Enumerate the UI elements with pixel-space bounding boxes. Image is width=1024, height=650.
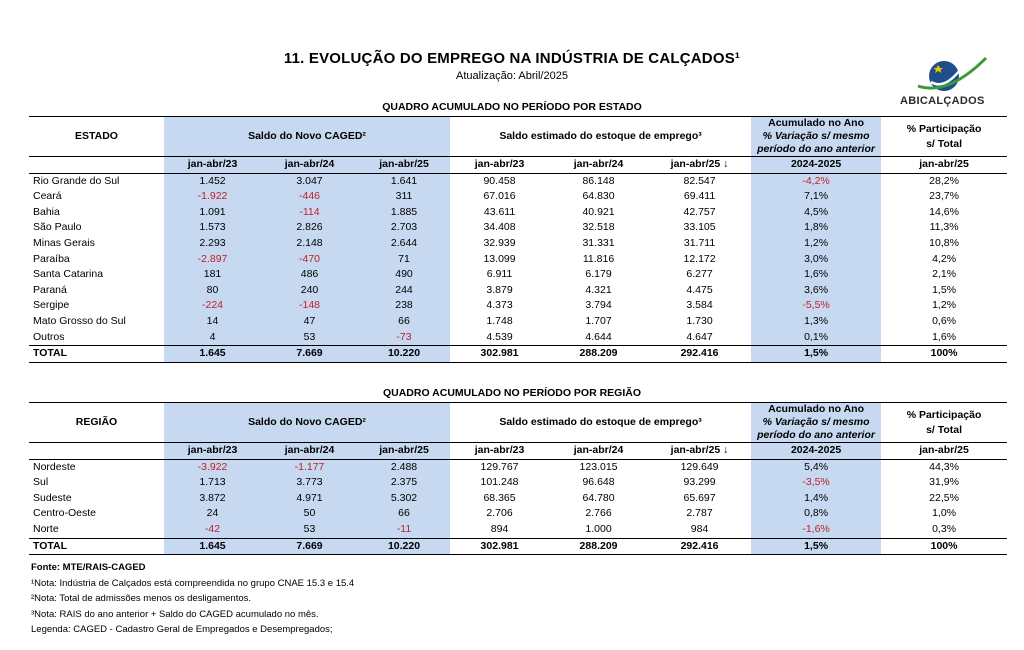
part-header: [881, 117, 1007, 157]
period-subheader: jan-abr/24: [549, 443, 648, 460]
total-value: 302.981: [450, 346, 549, 363]
cell-value: 0,8%: [751, 506, 881, 522]
period-subheader: jan-abr/23: [450, 157, 549, 174]
cell-value: -1.922: [164, 189, 261, 205]
footnote-3: ³Nota: RAIS do ano anterior + Saldo do CAGED acumulado no mês.: [31, 608, 319, 620]
cell-value: -1.177: [261, 459, 358, 475]
region-section-title: QUADRO ACUMULADO NO PERÍODO POR REGIÃO: [382, 387, 642, 399]
cell-value: 1,6%: [932, 330, 957, 343]
cell-value: -1,6%: [751, 522, 881, 538]
row-label: Ceará: [33, 190, 62, 203]
cell-value: 3.773: [261, 475, 358, 491]
cell-value: -4,2%: [751, 173, 881, 189]
cell-value: 1.091: [164, 205, 261, 221]
row-label: Norte: [33, 522, 59, 535]
cell-value: 244: [358, 283, 450, 299]
total-value: 302.981: [450, 538, 549, 555]
row-label: Centro-Oeste: [33, 507, 97, 520]
part-header-line1: % Participação: [906, 408, 982, 421]
total-value: 1.645: [164, 346, 261, 363]
table-row: [29, 522, 1007, 538]
cell-value: 31,9%: [929, 476, 959, 489]
table-row: [29, 283, 1007, 299]
table-row: [29, 236, 1007, 252]
table-row: [29, 267, 1007, 283]
cell-value: 2,1%: [932, 268, 957, 281]
cell-value: 71: [358, 252, 450, 268]
row-label: Sul: [33, 476, 49, 489]
cell-value: 4: [164, 330, 261, 346]
row-label-header: ESTADO: [29, 117, 164, 157]
cell-value: 486: [261, 267, 358, 283]
period-subheader: jan-abr/25: [881, 443, 1007, 460]
cell-value: 11.816: [582, 252, 615, 265]
cell-value: 4,5%: [751, 205, 881, 221]
total-value: 1.645: [164, 538, 261, 555]
row-label: Rio Grande do Sul: [33, 174, 120, 187]
cell-value: 4.475: [686, 283, 713, 296]
subheader-blank: [29, 157, 164, 174]
period-subheader: jan-abr/25 ↓: [648, 157, 751, 174]
cell-value: 3.047: [261, 173, 358, 189]
state-subheader-row: [29, 157, 1007, 174]
total-value: 1,5%: [751, 538, 881, 555]
cell-value: 0,3%: [932, 522, 957, 535]
cell-value: -224: [164, 298, 261, 314]
table-row: [29, 220, 1007, 236]
row-label: Paraíba: [33, 252, 70, 265]
cell-value: 32.518: [582, 221, 615, 234]
cell-value: 40.921: [582, 205, 615, 218]
part-header-line2: s/ Total: [926, 423, 963, 436]
row-label: Bahia: [33, 205, 60, 218]
cell-value: 2.706: [486, 507, 513, 520]
cell-value: 86.148: [582, 174, 615, 187]
cell-value: 53: [261, 522, 358, 538]
total-value: 7.669: [261, 538, 358, 555]
period-subheader: jan-abr/25: [358, 157, 450, 174]
cell-value: 50: [261, 506, 358, 522]
cell-value: 90.458: [483, 174, 516, 187]
table-row: [29, 252, 1007, 268]
cell-value: -470: [261, 252, 358, 268]
region-table: [29, 402, 1007, 555]
cell-value: 1.885: [358, 205, 450, 221]
cell-value: 31.331: [582, 236, 615, 249]
cell-value: 129.767: [480, 460, 519, 473]
row-label: Santa Catarina: [33, 268, 104, 281]
total-value: 100%: [881, 346, 1007, 363]
period-subheader: jan-abr/23: [450, 443, 549, 460]
cell-value: 894: [490, 522, 509, 535]
cell-value: 1.748: [486, 314, 513, 327]
cell-value: 129.649: [680, 460, 719, 473]
cell-value: 64.780: [582, 491, 615, 504]
cell-value: 1.713: [164, 475, 261, 491]
cell-value: 0,6%: [932, 314, 957, 327]
total-value: 292.416: [648, 538, 751, 555]
cell-value: 490: [358, 267, 450, 283]
cell-value: 4.971: [261, 491, 358, 507]
cell-value: 4.644: [585, 330, 612, 343]
state-section-title: QUADRO ACUMULADO NO PERÍODO POR ESTADO: [382, 101, 642, 113]
logo-text: ABICALÇADOS: [900, 95, 985, 107]
cell-value: 1,0%: [932, 507, 957, 520]
cell-value: 2.644: [358, 236, 450, 252]
cell-value: 67.016: [483, 190, 516, 203]
caged-header: Saldo do Novo CAGED²: [164, 403, 450, 443]
period-subheader: jan-abr/24: [261, 443, 358, 460]
cell-value: 101.248: [480, 476, 519, 489]
table-row: [29, 189, 1007, 205]
cell-value: 66: [358, 506, 450, 522]
cell-value: 2.148: [261, 236, 358, 252]
cell-value: 4,2%: [932, 252, 957, 265]
cell-value: 3,0%: [751, 252, 881, 268]
cell-value: 96.648: [582, 476, 615, 489]
total-value: 288.209: [549, 346, 648, 363]
total-value: 288.209: [549, 538, 648, 555]
period-subheader: jan-abr/25 ↓: [648, 443, 751, 460]
cell-value: 65.697: [683, 491, 716, 504]
cell-value: 42.757: [683, 205, 716, 218]
stock-header: Saldo estimado do estoque de emprego³: [450, 403, 751, 443]
cell-value: 0,1%: [751, 330, 881, 346]
table-row: [29, 506, 1007, 522]
cell-value: 2.293: [164, 236, 261, 252]
footnotes: [31, 560, 354, 638]
region-subheader-row: [29, 443, 1007, 460]
cell-value: 12.172: [683, 252, 716, 265]
caged-header: Saldo do Novo CAGED²: [164, 117, 450, 157]
row-label: Mato Grosso do Sul: [33, 314, 126, 327]
period-subheader: jan-abr/23: [164, 157, 261, 174]
acum-header-line2: % Variação s/ mesmo: [751, 416, 881, 429]
cell-value: 1,4%: [751, 491, 881, 507]
cell-value: 1,8%: [751, 220, 881, 236]
cell-value: 123.015: [579, 460, 618, 473]
total-value: 1,5%: [751, 346, 881, 363]
total-value: 10.220: [358, 346, 450, 363]
part-header-line1: % Participação: [906, 122, 982, 135]
cell-value: 4.373: [486, 299, 513, 312]
row-label: São Paulo: [33, 221, 82, 234]
cell-value: 47: [261, 314, 358, 330]
cell-value: -3,5%: [751, 475, 881, 491]
cell-value: 33.105: [683, 221, 716, 234]
page-title: 11. EVOLUÇÃO DO EMPREGO NA INDÚSTRIA DE CALÇADOS¹: [283, 50, 741, 67]
cell-value: -5,5%: [751, 298, 881, 314]
cell-value: -11: [358, 522, 450, 538]
cell-value: 32.939: [483, 236, 516, 249]
cell-value: 22,5%: [929, 491, 959, 504]
row-label: Nordeste: [33, 460, 76, 473]
cell-value: 1.730: [686, 314, 713, 327]
acum-header-line3: período do ano anterior: [751, 429, 881, 443]
cell-value: 24: [164, 506, 261, 522]
cell-value: 6.277: [686, 268, 713, 281]
cell-value: 3.584: [686, 299, 713, 312]
cell-value: 80: [164, 283, 261, 299]
stock-header: Saldo estimado do estoque de emprego³: [450, 117, 751, 157]
state-table: [29, 116, 1007, 363]
total-value: 10.220: [358, 538, 450, 555]
cell-value: 44,3%: [929, 460, 959, 473]
total-row: [29, 538, 1007, 555]
row-label: Outros: [33, 330, 65, 343]
cell-value: 238: [358, 298, 450, 314]
period-subheader: jan-abr/25: [881, 157, 1007, 174]
table-row: [29, 314, 1007, 330]
cell-value: 69.411: [683, 190, 716, 203]
cell-value: 1,3%: [751, 314, 881, 330]
row-label: Sergipe: [33, 299, 70, 312]
row-label-header: REGIÃO: [29, 403, 164, 443]
period-subheader: 2024-2025: [751, 443, 881, 460]
update-date: Atualização: Abril/2025: [456, 70, 568, 82]
cell-value: 1,2%: [751, 236, 881, 252]
cell-value: 2.375: [358, 475, 450, 491]
cell-value: 3.872: [164, 491, 261, 507]
acum-header-line2: % Variação s/ mesmo: [751, 130, 881, 143]
row-label: Sudeste: [33, 491, 72, 504]
cell-value: 23,7%: [929, 190, 959, 203]
cell-value: 5,4%: [751, 459, 881, 475]
cell-value: 6.179: [585, 268, 612, 281]
total-value: 7.669: [261, 346, 358, 363]
cell-value: 2.488: [358, 459, 450, 475]
cell-value: 14,6%: [929, 205, 959, 218]
cell-value: 1.707: [585, 314, 612, 327]
cell-value: 5.302: [358, 491, 450, 507]
cell-value: 6.911: [486, 268, 513, 281]
cell-value: 1.641: [358, 173, 450, 189]
cell-value: 4.321: [585, 283, 612, 296]
total-value: 292.416: [648, 346, 751, 363]
cell-value: 34.408: [483, 221, 516, 234]
cell-value: 1.000: [585, 522, 612, 535]
period-subheader: 2024-2025: [751, 157, 881, 174]
cell-value: 53: [261, 330, 358, 346]
total-label: TOTAL: [29, 538, 164, 555]
cell-value: -114: [261, 205, 358, 221]
legend-note: Legenda: CAGED - Cadastro Geral de Empregados e Desempregados;: [31, 624, 333, 635]
subheader-blank: [29, 443, 164, 460]
footnote-1: ¹Nota: Indústria de Calçados está compreendida no grupo CNAE 15.3 e 15.4: [31, 577, 355, 589]
cell-value: -2.897: [164, 252, 261, 268]
acum-header-line3: período do ano anterior: [751, 143, 881, 157]
cell-value: 13.099: [483, 252, 516, 265]
table-row: [29, 173, 1007, 189]
row-label: Paraná: [33, 283, 67, 296]
cell-value: -148: [261, 298, 358, 314]
table-row: [29, 491, 1007, 507]
cell-value: 240: [261, 283, 358, 299]
period-subheader: jan-abr/25: [358, 443, 450, 460]
table-row: [29, 298, 1007, 314]
part-header-line2: s/ Total: [926, 137, 963, 150]
period-subheader: jan-abr/24: [261, 157, 358, 174]
cell-value: 64.830: [582, 190, 615, 203]
cell-value: 4.539: [486, 330, 513, 343]
table-row: [29, 459, 1007, 475]
cell-value: 93.299: [683, 476, 716, 489]
cell-value: -42: [164, 522, 261, 538]
cell-value: 68.365: [483, 491, 516, 504]
cell-value: 1.452: [164, 173, 261, 189]
cell-value: 4.647: [686, 330, 713, 343]
cell-value: 984: [690, 522, 709, 535]
cell-value: 31.711: [683, 236, 716, 249]
cell-value: 82.547: [683, 174, 716, 187]
table-row: [29, 330, 1007, 346]
total-value: 100%: [881, 538, 1007, 555]
cell-value: -73: [358, 330, 450, 346]
acum-header-line1: Acumulado no Ano: [751, 117, 881, 131]
cell-value: -3.922: [164, 459, 261, 475]
cell-value: 1,6%: [751, 267, 881, 283]
cell-value: 2.787: [686, 507, 713, 520]
acum-header-line1: Acumulado no Ano: [751, 403, 881, 417]
cell-value: 1,5%: [932, 283, 957, 296]
cell-value: 7,1%: [751, 189, 881, 205]
cell-value: 3.879: [486, 283, 513, 296]
cell-value: 3.794: [585, 299, 612, 312]
table-row: [29, 205, 1007, 221]
cell-value: 2.826: [261, 220, 358, 236]
cell-value: 11,3%: [929, 221, 959, 234]
cell-value: 10,8%: [929, 236, 959, 249]
cell-value: 43.611: [483, 205, 516, 218]
cell-value: 311: [358, 189, 450, 205]
cell-value: 2.766: [585, 507, 612, 520]
table-row: [29, 475, 1007, 491]
cell-value: 1,2%: [932, 299, 957, 312]
cell-value: 14: [164, 314, 261, 330]
cell-value: 1.573: [164, 220, 261, 236]
footnote-2: ²Nota: Total de admissões menos os desligamentos.: [31, 593, 252, 604]
period-subheader: jan-abr/24: [549, 157, 648, 174]
cell-value: 66: [358, 314, 450, 330]
cell-value: 3,6%: [751, 283, 881, 299]
cell-value: -446: [261, 189, 358, 205]
source-note: Fonte: MTE/RAIS-CAGED: [31, 562, 146, 573]
cell-value: 28,2%: [929, 174, 959, 187]
cell-value: 2.703: [358, 220, 450, 236]
cell-value: 181: [164, 267, 261, 283]
row-label: Minas Gerais: [33, 236, 95, 249]
part-header: [881, 403, 1007, 443]
total-row: [29, 346, 1007, 363]
period-subheader: jan-abr/23: [164, 443, 261, 460]
total-label: TOTAL: [29, 346, 164, 363]
